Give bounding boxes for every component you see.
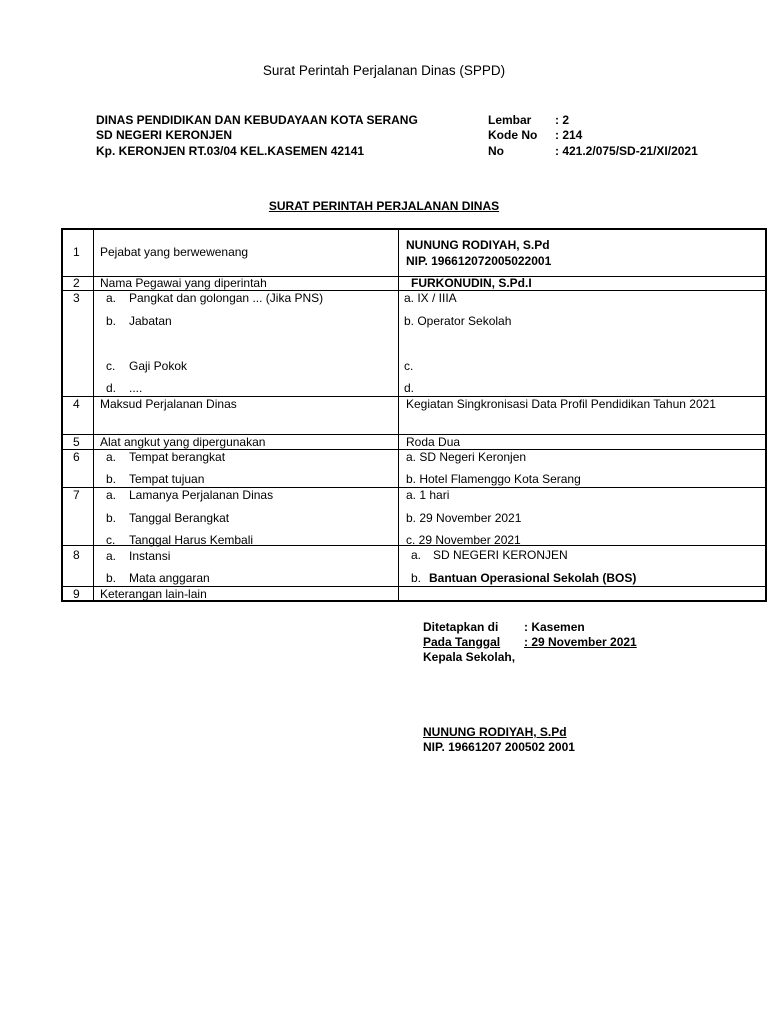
meta-label-lembar: Lembar — [488, 113, 532, 127]
row8-label-b: Mata anggaran — [129, 571, 210, 585]
row3-letter-b: b. — [106, 314, 117, 328]
row7-letter-a: a. — [106, 488, 117, 502]
row3-value-b: b. Operator Sekolah — [404, 314, 512, 328]
row6-label-a: Tempat berangkat — [129, 450, 226, 464]
row7-number: 7 — [73, 488, 80, 502]
ditetapkan-label: Ditetapkan di — [423, 620, 499, 634]
row8-value-b: Bantuan Operasional Sekolah (BOS) — [429, 571, 637, 585]
row6-value-a: a. SD Negeri Keronjen — [406, 450, 527, 464]
row3-label-c: Gaji Pokok — [129, 359, 188, 373]
signatory-nip: NIP. 19661207 200502 2001 — [423, 740, 575, 754]
row2-label: Nama Pegawai yang diperintah — [100, 276, 267, 290]
row2-employee-name: FURKONUDIN, S.Pd.I — [411, 276, 532, 290]
row6-letter-b: b. — [106, 472, 117, 486]
row7-letter-b: b. — [106, 511, 117, 525]
row1-label: Pejabat yang berwewenang — [100, 245, 249, 259]
row6-value-b: b. Hotel Flamenggo Kota Serang — [406, 472, 581, 486]
row9-label: Keterangan lain-lain — [100, 587, 207, 601]
signatory-role: Kepala Sekolah, — [423, 650, 516, 664]
row7-value-b: b. 29 November 2021 — [406, 511, 522, 525]
meta-label-no: No — [488, 144, 504, 158]
row8-letter-b: b. — [106, 571, 117, 585]
ditetapkan-value: : Kasemen — [524, 620, 585, 634]
row8-value-a: SD NEGERI KERONJEN — [433, 548, 568, 562]
school-address: Kp. KERONJEN RT.03/04 KEL.KASEMEN 42141 — [96, 144, 365, 158]
row7-value-c: c. 29 November 2021 — [406, 533, 521, 547]
row8-number: 8 — [73, 548, 80, 562]
row6-label-b: Tempat tujuan — [129, 472, 205, 486]
row3-letter-c: c. — [106, 359, 116, 373]
row1-number: 1 — [73, 245, 80, 259]
school-name: SD NEGERI KERONJEN — [96, 128, 233, 142]
row6-number: 6 — [73, 450, 80, 464]
meta-value-no: : 421.2/075/SD-21/XI/2021 — [555, 144, 698, 158]
row7-label-c: Tanggal Harus Kembali — [129, 533, 254, 547]
meta-label-kode: Kode No — [488, 128, 538, 142]
row4-number: 4 — [73, 397, 80, 411]
row3-number: 3 — [73, 291, 80, 305]
row3-value-a: a. IX / IIIA — [404, 291, 457, 305]
signatory-name: NUNUNG RODIYAH, S.Pd — [423, 725, 567, 739]
row3-label-a: Pangkat dan golongan ... (Jika PNS) — [129, 291, 324, 305]
row2-number: 2 — [73, 276, 80, 290]
row4-value: Kegiatan Singkronisasi Data Profil Pendidikan Tahun 2021 — [406, 397, 716, 411]
row8-value-letter-a: a. — [411, 548, 422, 562]
row6-letter-a: a. — [106, 450, 117, 464]
meta-value-lembar: : 2 — [555, 113, 570, 127]
row8-value-letter-b: b. — [411, 571, 422, 585]
page-title: Surat Perintah Perjalanan Dinas (SPPD) — [262, 63, 506, 78]
row3-letter-d: d. — [106, 381, 117, 395]
row1-official-nip: NIP. 196612072005022001 — [406, 254, 552, 268]
sppd-table — [61, 228, 767, 602]
row3-value-d: d. — [404, 381, 415, 395]
tanggal-label: Pada Tanggal — [423, 635, 501, 649]
row7-value-a: a. 1 hari — [406, 488, 450, 502]
row4-label: Maksud Perjalanan Dinas — [100, 397, 237, 411]
row8-letter-a: a. — [106, 549, 117, 563]
row3-label-d: .... — [129, 381, 143, 395]
row5-value: Roda Dua — [406, 435, 461, 449]
row5-label: Alat angkut yang dipergunakan — [100, 435, 266, 449]
row9-number: 9 — [73, 587, 80, 601]
tanggal-value: : 29 November 2021 — [524, 635, 637, 649]
row7-label-b: Tanggal Berangkat — [129, 511, 230, 525]
row3-label-b: Jabatan — [129, 314, 172, 328]
row3-value-c: c. — [404, 359, 414, 373]
meta-value-kode: : 214 — [555, 128, 583, 142]
row5-number: 5 — [73, 435, 80, 449]
row1-official-name: NUNUNG RODIYAH, S.Pd — [406, 238, 550, 252]
document-subtitle: SURAT PERINTAH PERJALANAN DINAS — [268, 199, 500, 213]
row8-label-a: Instansi — [129, 549, 171, 563]
row7-letter-c: c. — [106, 533, 116, 547]
org-name: DINAS PENDIDIKAN DAN KEBUDAYAAN KOTA SERANG — [96, 113, 418, 127]
row7-label-a: Lamanya Perjalanan Dinas — [129, 488, 274, 502]
row3-letter-a: a. — [106, 291, 117, 305]
